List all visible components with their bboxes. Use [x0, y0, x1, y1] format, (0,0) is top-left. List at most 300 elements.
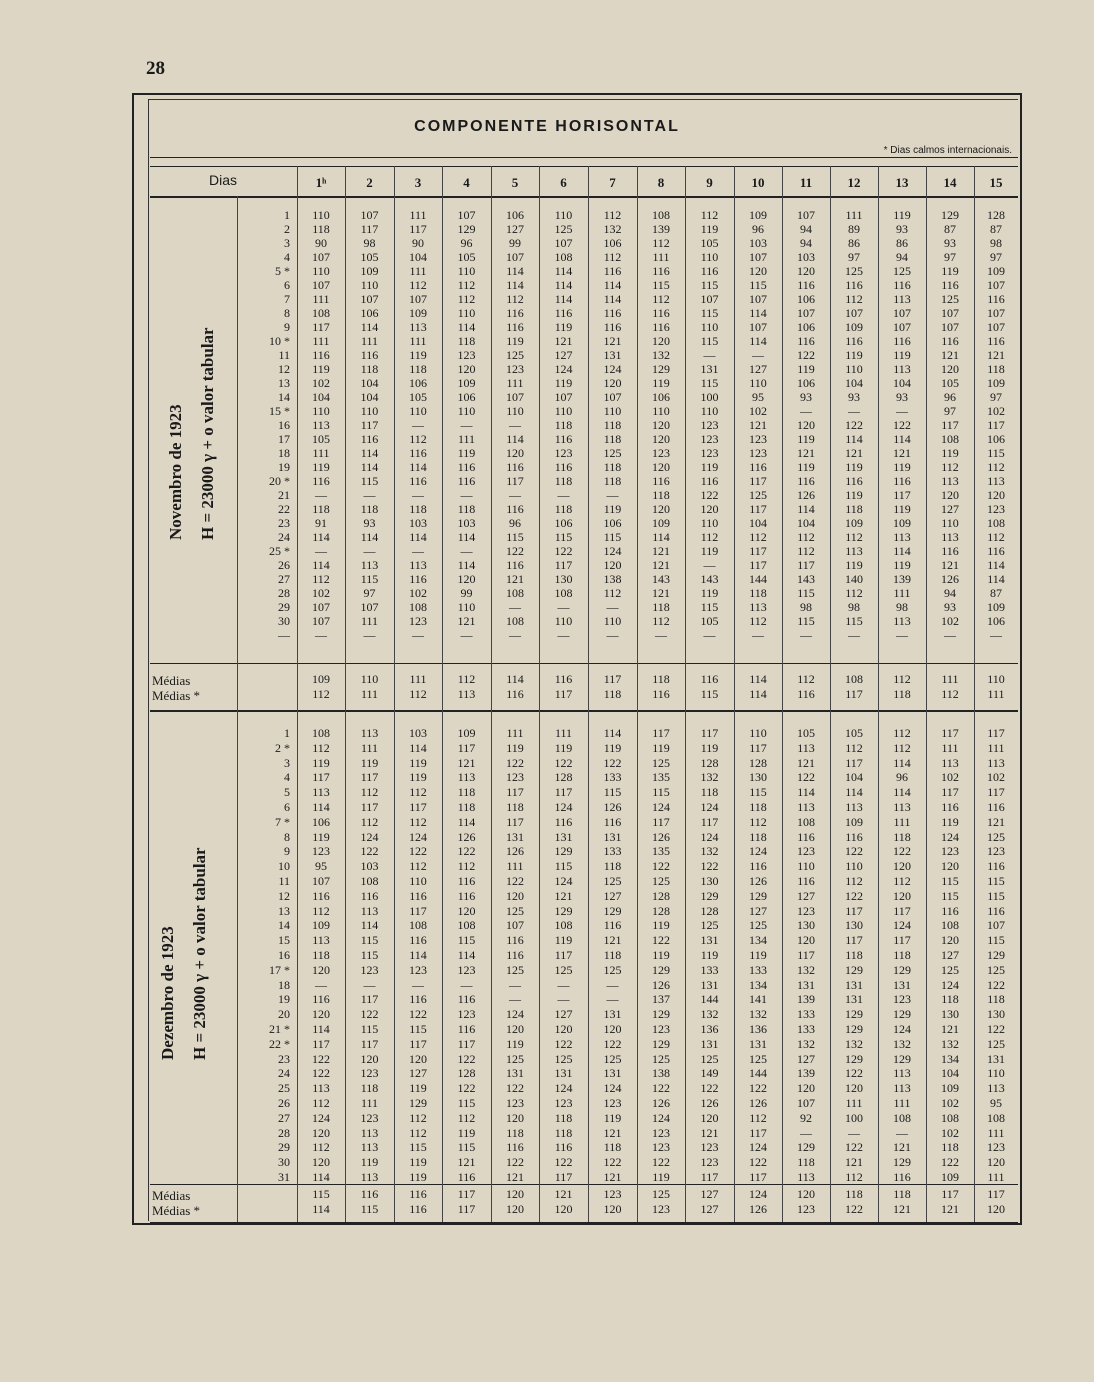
table-cell: 124: [749, 844, 767, 859]
medias-cell: 114: [749, 672, 767, 686]
medias-star-cell: 117: [845, 687, 863, 701]
table-cell: 120: [409, 1051, 427, 1066]
table-cell: 114: [360, 918, 379, 933]
table-cell: 115: [409, 1022, 427, 1036]
table-cell: 116: [506, 320, 524, 334]
table-cell: 105: [700, 236, 719, 250]
table-cell: —: [460, 544, 473, 558]
table-cell: 119: [652, 1170, 670, 1184]
table-cell: 130: [797, 918, 815, 933]
table-cell: 106: [603, 516, 622, 530]
table-cell: 122: [700, 1081, 719, 1096]
table-cell: 116: [603, 264, 622, 278]
table-cell: 95: [752, 390, 764, 404]
day-label: 7 *: [275, 814, 290, 829]
table-cell: 114: [312, 530, 330, 544]
table-cell: 139: [797, 992, 815, 1007]
table-cell: 123: [941, 844, 959, 859]
table-cell: 110: [987, 1066, 1005, 1081]
day-label: 19: [278, 460, 290, 474]
table-cell: 97: [990, 250, 1002, 264]
table-cell: 102: [941, 770, 959, 785]
table-cell: 116: [700, 474, 719, 488]
table-cell: 127: [797, 888, 815, 903]
table-cell: —: [412, 418, 424, 432]
table-cell: 107: [312, 278, 330, 292]
medias-cell: 120: [797, 1187, 815, 1201]
table-cell: 132: [941, 1036, 959, 1051]
table-cell: 117: [845, 933, 863, 948]
table-cell: 120: [797, 264, 815, 278]
table-cell: —: [800, 1125, 812, 1140]
medias-label: Médias: [152, 673, 191, 688]
table-cell: 115: [360, 933, 379, 948]
table-cell: 104: [797, 516, 815, 530]
table-cell: 117: [554, 785, 573, 800]
table-cell: 127: [941, 502, 959, 516]
table-cell: 126: [941, 572, 959, 586]
table-cell: 120: [941, 488, 959, 502]
table-cell: 117: [554, 558, 573, 572]
table-cell: 116: [603, 814, 622, 829]
table-cell: 123: [987, 1140, 1005, 1155]
table-cell: 118: [554, 418, 573, 432]
table-cell: 118: [506, 1125, 524, 1140]
table-cell: 123: [749, 446, 767, 460]
table-cell: 131: [603, 1066, 622, 1081]
medias-star-cell: 127: [700, 1202, 719, 1216]
table-cell: —: [363, 628, 376, 642]
table-cell: 116: [312, 348, 330, 362]
table-cell: 117: [360, 770, 379, 785]
table-cell: 122: [652, 1155, 670, 1170]
table-cell: 117: [312, 1036, 330, 1051]
table-cell: 115: [749, 785, 767, 800]
table-cell: 106: [457, 390, 476, 404]
table-cell: 110: [409, 874, 427, 888]
table-cell: 100: [845, 1110, 863, 1125]
table-cell: 120: [603, 1022, 622, 1036]
table-cell: 120: [797, 1081, 815, 1096]
header-hour: 13: [895, 175, 909, 190]
table-cell: —: [896, 1125, 908, 1140]
medias-cell: 127: [700, 1187, 719, 1201]
table-cell: 120: [506, 446, 524, 460]
table-cell: 121: [941, 348, 959, 362]
table-cell: 122: [506, 1081, 524, 1096]
table-cell: 103: [797, 250, 815, 264]
table-cell: —: [800, 404, 812, 418]
table-cell: 114: [506, 264, 524, 278]
day-label: 5: [284, 785, 290, 800]
table-cell: 107: [797, 306, 815, 320]
day-label: 8: [284, 829, 290, 844]
table-cell: 122: [749, 1081, 767, 1096]
table-cell: 112: [845, 874, 863, 888]
table-cell: 116: [409, 888, 427, 903]
day-label: 10: [278, 859, 290, 874]
table-cell: 115: [797, 586, 815, 600]
table-cell: 144: [749, 572, 767, 586]
table-cell: 118: [652, 488, 670, 502]
table-cell: 104: [749, 516, 767, 530]
table-cell: 129: [457, 222, 476, 236]
table-cell: 122: [845, 418, 863, 432]
table-cell: 131: [603, 348, 622, 362]
table-cell: 117: [700, 814, 719, 829]
table-cell: 93: [848, 390, 860, 404]
table-cell: 122: [845, 1140, 863, 1155]
table-cell: 115: [700, 376, 719, 390]
table-cell: 124: [603, 362, 622, 376]
table-cell: 121: [987, 814, 1005, 829]
table-cell: 129: [749, 888, 767, 903]
table-cell: 143: [797, 572, 815, 586]
table-cell: 110: [700, 320, 719, 334]
table-cell: 113: [987, 1081, 1005, 1096]
table-cell: 110: [554, 404, 573, 418]
table-cell: 112: [845, 530, 863, 544]
horizontal-rule: [150, 157, 1018, 158]
table-cell: 125: [845, 264, 863, 278]
table-cell: 113: [893, 362, 911, 376]
table-cell: 118: [603, 432, 622, 446]
table-cell: 123: [700, 418, 719, 432]
table-cell: 131: [554, 829, 573, 844]
table-cell: 116: [652, 474, 670, 488]
table-cell: 139: [893, 572, 911, 586]
table-cell: 124: [893, 1022, 911, 1036]
day-label: 6: [284, 800, 290, 814]
table-cell: 99: [460, 586, 473, 600]
table-cell: 97: [944, 250, 956, 264]
table-cell: 125: [749, 488, 767, 502]
table-cell: 119: [700, 740, 719, 755]
table-cell: 109: [941, 1170, 959, 1184]
table-cell: 132: [797, 962, 815, 977]
day-label: 18: [278, 977, 290, 992]
table-cell: 106: [603, 236, 622, 250]
table-cell: 120: [987, 1155, 1005, 1170]
day-label: 29: [278, 600, 290, 614]
table-cell: 132: [893, 1036, 911, 1051]
table-cell: 113: [845, 800, 863, 814]
table-cell: 119: [603, 502, 622, 516]
table-cell: 117: [749, 474, 767, 488]
table-cell: 118: [554, 502, 573, 516]
table-cell: —: [315, 544, 327, 558]
table-cell: 107: [987, 306, 1005, 320]
day-label: 12: [278, 888, 290, 903]
table-cell: 121: [797, 446, 815, 460]
table-cell: 119: [797, 362, 815, 376]
table-cell: 106: [987, 614, 1005, 628]
table-cell: 131: [845, 977, 863, 992]
table-cell: 114: [797, 785, 815, 800]
table-cell: 123: [652, 1125, 670, 1140]
table-cell: 112: [987, 530, 1005, 544]
table-cell: 120: [457, 903, 476, 918]
table-cell: 105: [845, 726, 863, 740]
table-cell: 116: [845, 278, 863, 292]
table-cell: 111: [409, 334, 427, 348]
day-label: 9: [284, 844, 290, 859]
table-cell: 129: [700, 888, 719, 903]
table-cell: 116: [312, 474, 330, 488]
table-cell: —: [800, 628, 812, 642]
table-cell: 104: [941, 1066, 959, 1081]
table-cell: 123: [893, 992, 911, 1007]
medias-star-cell: 116: [652, 687, 670, 701]
table-cell: 117: [987, 418, 1005, 432]
table-cell: 134: [749, 933, 767, 948]
table-cell: 107: [893, 306, 911, 320]
table-cell: 115: [603, 785, 622, 800]
table-cell: 114: [987, 572, 1005, 586]
table-cell: —: [315, 488, 327, 502]
table-cell: 113: [360, 558, 379, 572]
table-cell: 124: [360, 829, 379, 844]
table-cell: 109: [312, 918, 330, 933]
table-cell: 119: [554, 376, 573, 390]
table-cell: 112: [797, 530, 815, 544]
table-cell: 108: [506, 614, 524, 628]
table-cell: 116: [457, 460, 476, 474]
day-label: 16: [278, 948, 290, 962]
table-cell: 112: [312, 1096, 330, 1110]
table-cell: 124: [700, 800, 719, 814]
table-cell: 114: [845, 785, 863, 800]
table-cell: —: [412, 628, 424, 642]
table-cell: —: [412, 544, 424, 558]
table-cell: 117: [312, 320, 330, 334]
table-cell: 121: [603, 933, 622, 948]
table-cell: 119: [941, 264, 959, 278]
table-cell: 117: [360, 1036, 379, 1051]
table-cell: 125: [700, 1051, 719, 1066]
day-label: 13: [278, 376, 290, 390]
medias-star-cell: 115: [700, 687, 719, 701]
table-cell: 113: [893, 800, 911, 814]
table-cell: 109: [652, 516, 670, 530]
table-cell: 122: [506, 544, 524, 558]
table-cell: 102: [941, 614, 959, 628]
table-cell: 94: [800, 236, 812, 250]
table-cell: 134: [941, 1051, 959, 1066]
table-cell: 106: [554, 516, 573, 530]
table-cell: 107: [749, 292, 767, 306]
table-cell: 119: [700, 460, 719, 474]
table-cell: 113: [893, 1066, 911, 1081]
table-cell: 109: [893, 516, 911, 530]
table-cell: 112: [893, 740, 911, 755]
table-cell: 111: [409, 264, 427, 278]
header-hour: 3: [414, 175, 422, 190]
table-cell: 112: [603, 208, 622, 222]
table-cell: 129: [797, 1140, 815, 1155]
table-cell: 122: [360, 844, 379, 859]
table-cell: 105: [941, 376, 959, 390]
table-cell: 116: [845, 334, 863, 348]
table-cell: 117: [845, 755, 863, 770]
header-hour: 9: [706, 175, 713, 190]
table-cell: 110: [749, 376, 767, 390]
table-cell: 113: [797, 740, 815, 755]
table-cell: 126: [749, 874, 767, 888]
table-cell: 113: [457, 770, 476, 785]
table-cell: 118: [603, 474, 622, 488]
table-cell: 114: [603, 278, 622, 292]
table-cell: 119: [797, 460, 815, 474]
day-label: 27: [278, 572, 290, 586]
table-cell: 112: [312, 903, 330, 918]
table-cell: 115: [845, 614, 863, 628]
table-cell: 116: [797, 829, 815, 844]
table-cell: 125: [987, 962, 1005, 977]
table-cell: 107: [700, 292, 719, 306]
table-cell: 129: [603, 903, 622, 918]
table-cell: 122: [506, 755, 524, 770]
table-cell: 122: [652, 859, 670, 874]
table-cell: 123: [409, 614, 427, 628]
table-cell: 125: [749, 918, 767, 933]
table-cell: 112: [312, 572, 330, 586]
table-cell: —: [557, 628, 570, 642]
table-cell: 119: [700, 586, 719, 600]
table-cell: 119: [893, 558, 911, 572]
table-cell: 89: [848, 222, 860, 236]
table-cell: 96: [896, 770, 908, 785]
table-cell: 108: [457, 918, 476, 933]
table-cell: 107: [554, 390, 573, 404]
table-cell: 135: [652, 770, 670, 785]
table-cell: 129: [845, 962, 863, 977]
table-cell: 124: [603, 544, 622, 558]
table-cell: 108: [941, 432, 959, 446]
table-cell: 108: [554, 250, 573, 264]
table-cell: 128: [652, 888, 670, 903]
table-cell: 117: [554, 1170, 573, 1184]
table-cell: 114: [749, 306, 767, 320]
table-cell: 116: [360, 888, 379, 903]
table-cell: 119: [409, 1081, 427, 1096]
day-label: 24: [278, 530, 290, 544]
table-cell: 112: [457, 292, 476, 306]
table-cell: 113: [845, 544, 863, 558]
table-cell: 125: [749, 1051, 767, 1066]
table-cell: 87: [990, 222, 1002, 236]
table-cell: 112: [652, 614, 670, 628]
table-cell: 122: [554, 544, 573, 558]
day-label: 11: [278, 874, 290, 888]
table-cell: 113: [987, 474, 1005, 488]
medias-cell: 112: [457, 672, 476, 686]
table-cell: 87: [944, 222, 956, 236]
table-cell: 134: [749, 977, 767, 992]
table-cell: 130: [700, 874, 719, 888]
table-cell: 124: [409, 829, 427, 844]
table-cell: 111: [554, 726, 573, 740]
table-cell: 122: [506, 1155, 524, 1170]
header-hour: 6: [560, 175, 567, 190]
table-cell: 132: [700, 1007, 719, 1022]
table-cell: 113: [797, 800, 815, 814]
table-cell: 122: [603, 1155, 622, 1170]
day-label: 21 *: [269, 1022, 290, 1036]
table-cell: 119: [554, 740, 573, 755]
table-cell: 118: [603, 859, 622, 874]
header-hour: 1ʰ: [315, 175, 327, 190]
table-cell: 120: [893, 888, 911, 903]
table-cell: 122: [457, 1051, 476, 1066]
table-cell: —: [315, 628, 327, 642]
table-cell: 106: [652, 390, 670, 404]
table-cell: 123: [457, 962, 476, 977]
table-cell: 118: [457, 334, 476, 348]
day-label: 28: [278, 586, 290, 600]
table-cell: 121: [652, 586, 670, 600]
table-cell: 115: [506, 530, 524, 544]
table-cell: 122: [457, 1081, 476, 1096]
day-label: 19: [278, 992, 290, 1007]
table-cell: 104: [893, 376, 911, 390]
table-cell: 138: [603, 572, 622, 586]
table-cell: 112: [845, 586, 863, 600]
table-cell: 116: [941, 278, 959, 292]
table-cell: 116: [457, 1022, 476, 1036]
table-cell: 112: [749, 814, 767, 829]
table-cell: 110: [312, 208, 330, 222]
table-cell: 112: [506, 292, 524, 306]
table-cell: 118: [409, 362, 427, 376]
horizontal-rule: [150, 710, 1018, 712]
table-cell: 99: [509, 236, 521, 250]
page-number: 28: [146, 58, 165, 79]
day-label: 21: [278, 488, 290, 502]
table-cell: 108: [554, 586, 573, 600]
medias-cell: 110: [987, 672, 1005, 686]
table-cell: 108: [312, 726, 330, 740]
table-cell: 117: [893, 903, 911, 918]
table-cell: 119: [506, 334, 524, 348]
table-cell: 116: [987, 903, 1005, 918]
table-cell: —: [848, 628, 860, 642]
table-cell: 107: [797, 208, 815, 222]
medias-cell: 110: [360, 672, 379, 686]
table-cell: 123: [797, 903, 815, 918]
table-cell: 123: [987, 844, 1005, 859]
day-label: 14: [278, 918, 290, 933]
table-cell: 128: [554, 770, 573, 785]
table-cell: 113: [312, 785, 330, 800]
table-cell: 122: [893, 418, 911, 432]
table-cell: 112: [457, 859, 476, 874]
table-cell: 112: [409, 814, 427, 829]
medias-star-cell: 123: [652, 1202, 670, 1216]
table-cell: 113: [749, 600, 767, 614]
table-cell: 124: [941, 977, 959, 992]
table-cell: 114: [457, 558, 476, 572]
header-hour: 8: [657, 175, 665, 190]
table-cell: 117: [409, 1036, 427, 1051]
table-cell: 91: [315, 516, 327, 530]
table-cell: 116: [603, 918, 622, 933]
table-cell: 112: [845, 1170, 863, 1184]
table-cell: 112: [749, 1110, 767, 1125]
table-cell: —: [752, 628, 764, 642]
table-cell: 107: [893, 320, 911, 334]
table-cell: 120: [700, 502, 719, 516]
